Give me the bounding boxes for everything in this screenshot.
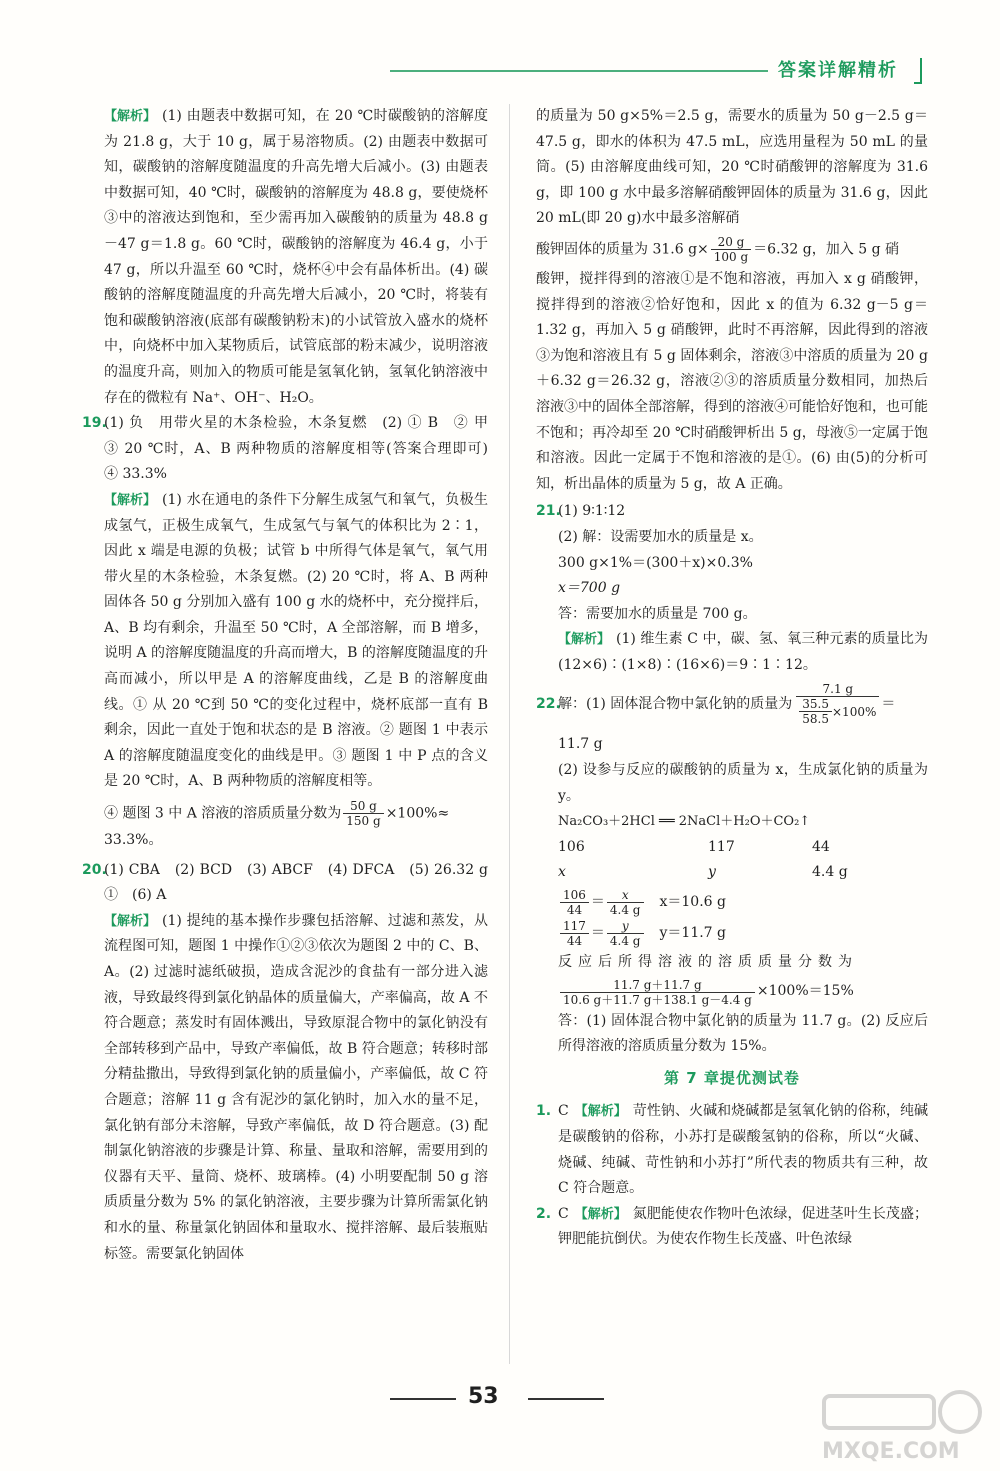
right-column bbox=[536, 104, 928, 1253]
fraction: $\frac{50 g}{150 g}$ bbox=[343, 799, 383, 828]
q21-line: x＝700 g bbox=[558, 580, 621, 597]
q19-number: 19. bbox=[82, 415, 107, 432]
analysis-label: 【解析】 bbox=[574, 1206, 627, 1222]
watermark-logo bbox=[810, 1388, 990, 1466]
q19-answer: 19.(1) 负 用带火星的木条检验，木条复燃 (2) ① B ② 甲 ③ 20 ℃时，A、B 两种物质的溶解度相等(答案合理即可) ④ 33.3% bbox=[82, 411, 488, 488]
analysis-label: 【解析】 bbox=[104, 109, 157, 124]
q22-ratio-1: $\frac{106}{44}$ ＝ $\frac{x}{4.4 g}$ x＝10.6 g bbox=[536, 888, 928, 917]
footer-rule-left bbox=[390, 1398, 456, 1400]
q22-final-fraction: $\frac{11.7 g+11.7 g}{10.6 g+11.7 g+138.1 g-4.4 g}$ ×100%＝15% bbox=[536, 978, 928, 1007]
q22-ratio-2: $\frac{117}{44}$ ＝ $\frac{y}{4.4 g}$ y＝11.7 g bbox=[536, 919, 928, 948]
q22-setup: (2) 设参与反应的碳酸钠的质量为 x，生成氯化钠的质量为 y。 bbox=[558, 762, 928, 804]
q20-analysis-continued-2: 酸钾，搅拌得到的溶液①是不饱和溶液，再加入 x g 硝酸钾，搅拌得到的溶液②恰好饱和，因此 x 的值为 6.32 g－5 g＝1.32 g，再加入 5 g 硝酸钾，此时不再溶解，因此得到的溶液③为饱和溶液且有 5 g 固体剩余，溶液③中溶质的质量为 20 g＋6.32 g＝26.32 g，溶液②③的溶质质量分数相同，加热后溶液③中的固体全部溶解，得到的溶液④可能恰好饱和，也可能不饱和；再冷却至 20 ℃时硝酸钾析出 5 g，母液⑤一定属于饱和溶液。因此一定属于不饱和溶液的是①。(6) 由(5)的分析可知，析出晶体的质量为 5 g，故 A 正确。 bbox=[536, 270, 928, 492]
header-bracket bbox=[914, 58, 922, 84]
analysis-label: 【解析】 bbox=[574, 1104, 627, 1120]
column-divider bbox=[509, 104, 510, 1364]
footer-rule-right bbox=[528, 1398, 604, 1400]
q19-analysis: 【解析】 (1) 水在通电的条件下分解生成氢气和氧气，负极生成氢气，正极生成氧气，生成氢气与氧气的体积比为 2∶1，因此 x 端是电源的负极；试管 b 中所得气体是氧气，氧气用带火星的木条检验，木条复燃。(2) 20 ℃时，将 A、B 两种固体各 50 g 分别加入盛有 100 g 水的烧杯中，充分搅拌后，A、B 均有剩余，升温至 50 ℃时，A 全部溶解，而 B 增多，说明 A 的溶解度随温度的升高而增大，B 的溶解度随温度的升高而减小，所以甲是 A 的溶解度曲线，乙是 B 的溶解度曲线。① 从 20 ℃到 50 ℃的变化过程中，烧杯底部一直有 B 剩余，因此一直处于饱和状态的是 B 溶液。② 题图 1 中表示 A 的溶解度随温度变化的曲线是甲。③ 题图 1 中 P 点的含义是 20 ℃时，A、B 两种物质的溶解度相等。 bbox=[82, 488, 488, 795]
q22-number: 22. bbox=[536, 695, 561, 712]
q19-fraction-line: ④ 题图 3 中 A 溶液的溶质质量分数为 $\frac{50 g}{150 g}$ ×100%≈ bbox=[104, 799, 450, 829]
q2-number: 2. bbox=[536, 1205, 552, 1222]
section-title: 第 7 章提优测试卷 bbox=[664, 1068, 800, 1087]
q21-line: (2) 解：设需要加水的质量是 x。 bbox=[558, 528, 763, 545]
left-column bbox=[82, 104, 502, 1267]
q20-answer: 20.(1) CBA (2) BCD (3) ABCF (4) DFCA (5) 26.32 g ① (6) A bbox=[82, 858, 488, 909]
mcq-1: 1. C 【解析】 苛性钠、火碱和烧碱都是氢氧化钠的俗称，纯碱是碳酸钠的俗称，小苏打是碳酸氢钠的俗称，所以“火碱、烧碱、纯碱、苛性钠和小苏打”所代表的物质共有三种，故 C 符合题意。 bbox=[536, 1099, 928, 1201]
q21-line: 答：需要加水的质量是 700 g。 bbox=[558, 605, 757, 622]
q22-equation: Na₂CO₃＋2HCl ══ 2NaCl＋H₂O＋CO₂↑ bbox=[558, 814, 811, 830]
q22-mass-row: 106 117 44 bbox=[558, 838, 830, 855]
watermark-text: MXQE.COM bbox=[822, 1439, 960, 1464]
q18-analysis: 【解析】 (1) 由题表中数据可知，在 20 ℃时碳酸钠的溶解度为 21.8 g，大于 10 g，属于易溶物质。(2) 由题表中数据可知，碳酸钠的溶解度随温度的升高先增大后减小。(3) 由题表中数据可知，40 ℃时，碳酸钠的溶解度为 48.8 g，要使烧杯③中的溶液达到饱和，至少需再加入碳酸钠的质量为 48.8 g－47 g＝1.8 g。60 ℃时，碳酸钠的溶解度为 46.4 g，小于 47 g，所以升温至 60 ℃时，烧杯④中会有晶体析出。(4) 碳酸钠的溶解度随温度的升高先增大后减小，20 ℃时，将装有饱和碳酸钠溶液(底部有碳酸钠粉末)的小试管放入盛水的烧杯中，向烧杯中加入某物质后，试管底部的粉末减少，说明溶液的温度升高，则加入的物质可能是氢氧化钠，氢氧化钠溶液中存在的微粒有 Na⁺、OH⁻、H₂O。 bbox=[82, 104, 488, 411]
q21-number: 21. bbox=[536, 503, 561, 520]
q20-fraction-line: 酸钾固体的质量为 31.6 g× $\frac{20 g}{100 g}$ ＝6.32 g，加入 5 g 硝 bbox=[536, 234, 899, 264]
page-header bbox=[0, 56, 1000, 96]
q22-answer: 答：(1) 固体混合物中氯化钠的质量为 11.7 g。(2) 反应后所得溶液的溶质质量分数为 15%。 bbox=[558, 1012, 928, 1055]
q19-result: 33.3%。 bbox=[104, 832, 163, 849]
analysis-label: 【解析】 bbox=[104, 913, 157, 929]
header-title: 答案详解精析 bbox=[778, 60, 898, 81]
q1-number: 1. bbox=[536, 1103, 552, 1120]
mcq-2: 2. C 【解析】 氮肥能使农作物叶色浓绿，促进茎叶生长茂盛；钾肥能抗倒伏。为使农作物生长茂盛、叶色浓绿 bbox=[536, 1202, 928, 1253]
q21-analysis: 【解析】 (1) 维生素 C 中，碳、氢、氧三种元素的质量比为(12×6)∶(1×8)∶(16×6)＝9∶1∶12。 bbox=[536, 627, 928, 678]
q20-number: 20. bbox=[82, 861, 107, 878]
q20-analysis: 【解析】 (1) 提纯的基本操作步骤包括溶解、过滤和蒸发，从流程图可知，题图 1 中操作①②③依次为题图 2 中的 C、B、A。(2) 过滤时滤纸破损，造成含泥沙的食盐有一部分进入滤液，导致最终得到氯化钠晶体的质量偏大，产率偏高，故 A 不符合题意；蒸发时有固体溅出，导致原混合物中的氯化钠没有全部转移到产品中，导致产率偏低，故 B 符合题意；转移时部分精盐撒出，导致得到氯化钠的质量偏小，产率偏低，故 C 符合题意；溶解 11 g 含有泥沙的氯化钠时，加入水的量不足，氯化钠有部分未溶解，导致产率偏低，故 D 符合题意。(3) 配制氯化钠溶液的步骤是计算、称量、量取和溶解，需要用到的仪器有天平、量筒、烧杯、玻璃棒。(4) 小明要配制 50 g 溶质质量分数为 5% 的氯化钠溶液，主要步骤为计算所需氯化钠和水的量、称量氯化钠固体和量取水、搅拌溶解、最后装瓶贴标签。需要氯化钠固体 bbox=[82, 909, 488, 1267]
q22-result: 11.7 g bbox=[558, 736, 603, 753]
q20-analysis-continued: 的质量为 50 g×5%＝2.5 g，需要水的质量为 50 g－2.5 g＝47.5 g，即水的体积为 47.5 mL，应选用量程为 50 mL 的量筒。(5) 由溶解度曲线可知，20 ℃时硝酸钾的溶解度为 31.6 g，即 100 g 水中最多溶解硝酸钾固体的质量为 31.6 g，因此 20 mL(即 20 g)水中最多溶解硝 bbox=[536, 108, 928, 227]
page-number: 53 bbox=[468, 1384, 499, 1409]
header-rule bbox=[390, 70, 768, 72]
q22-line1: 22. 解：(1) 固体混合物中氯化钠的质量为 7.1 g $\frac{35.5}{58.5}$ ×100% ＝ bbox=[536, 682, 896, 727]
q21-line: 300 g×1%＝(300＋x)×0.3% bbox=[558, 554, 753, 571]
q22-mass-fraction-label: 反应后所得溶液的溶质质量分数为 bbox=[558, 954, 858, 971]
nested-fraction: 7.1 g $\frac{35.5}{58.5}$ ×100% bbox=[796, 682, 879, 726]
analysis-label: 【解析】 bbox=[104, 492, 157, 508]
fraction: $\frac{20 g}{100 g}$ bbox=[711, 235, 751, 264]
q22-var-row: x y 4.4 g bbox=[558, 864, 848, 881]
analysis-label: 【解析】 bbox=[558, 632, 611, 648]
q21-answer: 21.(1) 9∶1∶12 bbox=[536, 499, 928, 525]
